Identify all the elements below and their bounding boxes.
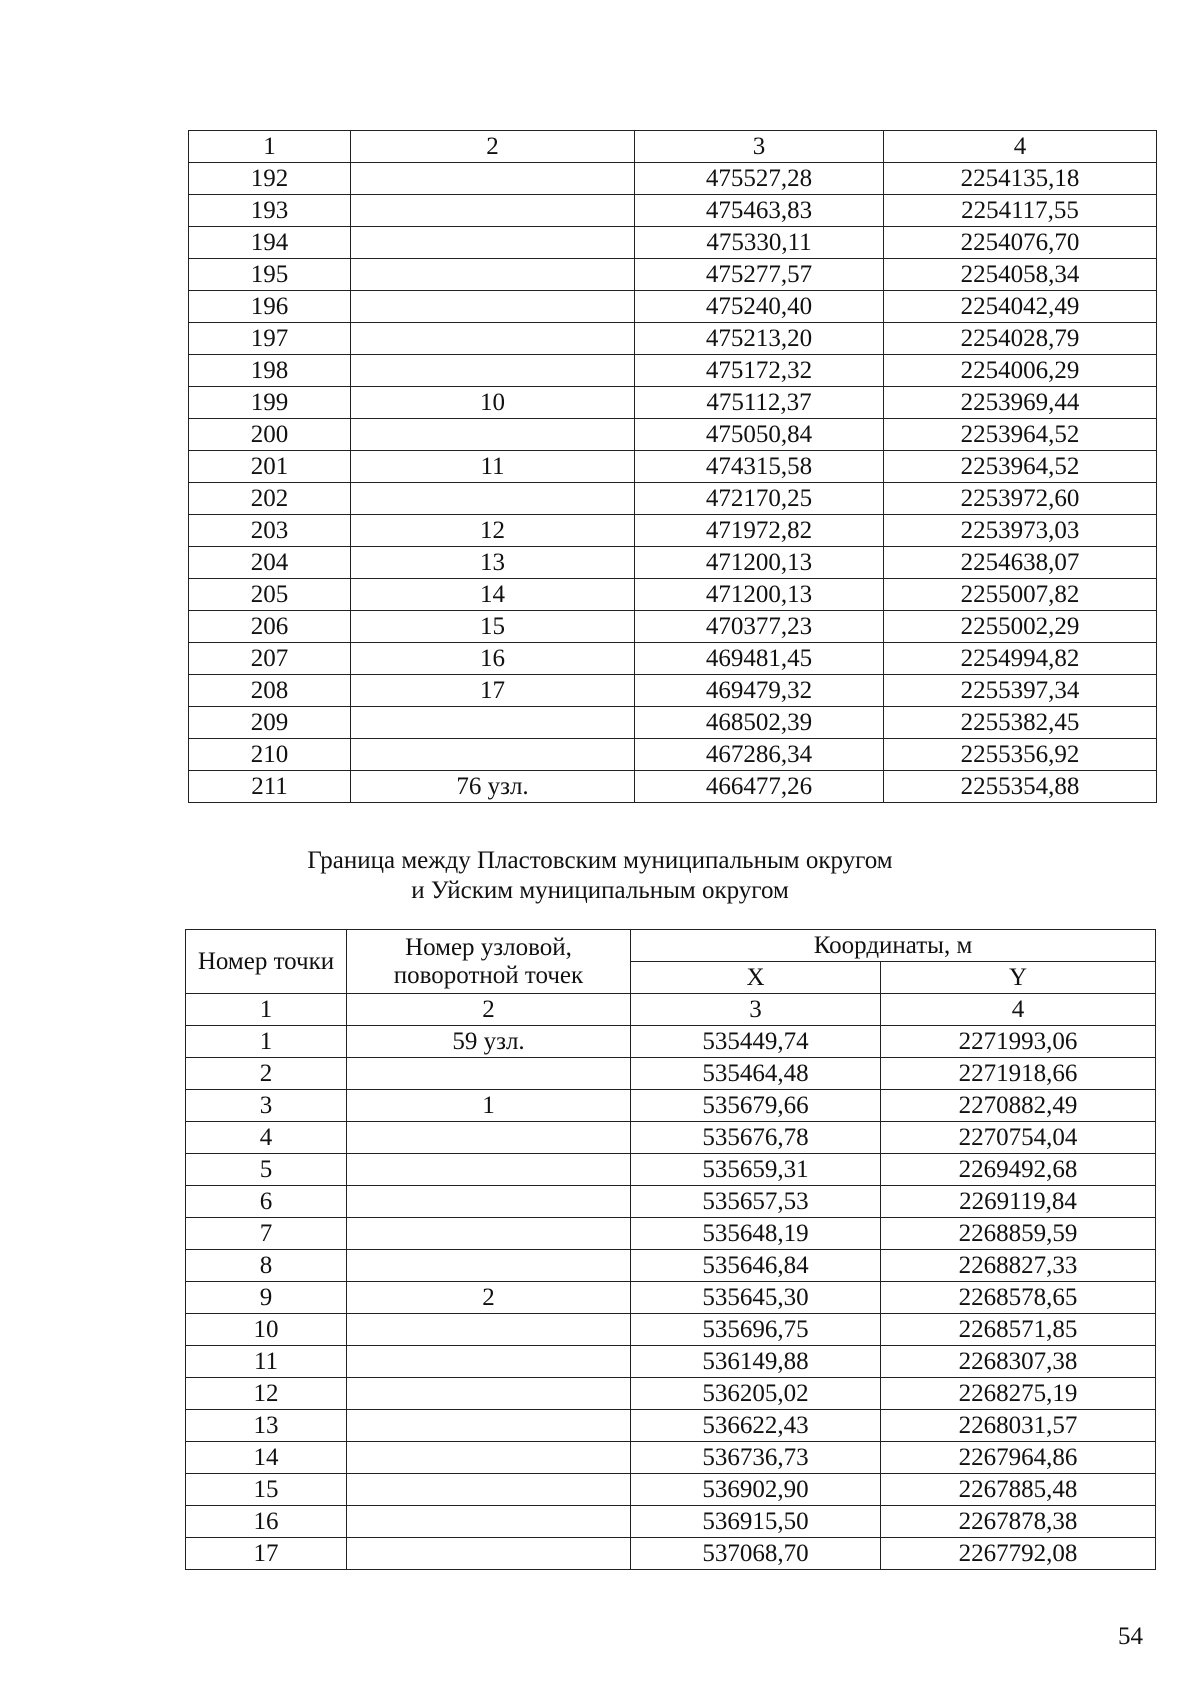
y-coordinate-cell: 2254006,29 xyxy=(884,355,1157,387)
point-number-cell: 1 xyxy=(186,1026,347,1058)
table-row xyxy=(189,227,1157,259)
node-number-cell xyxy=(351,707,635,739)
node-number-cell xyxy=(351,195,635,227)
y-coordinate-cell: 2268827,33 xyxy=(881,1250,1156,1282)
y-coordinate-cell: 2268031,57 xyxy=(881,1410,1156,1442)
y-coordinate-cell: 2268307,38 xyxy=(881,1346,1156,1378)
x-coordinate-cell: 471200,13 xyxy=(635,547,884,579)
x-coordinate-cell: 475240,40 xyxy=(635,291,884,323)
point-number-cell: 194 xyxy=(189,227,351,259)
table-row xyxy=(186,1218,1156,1250)
table-row xyxy=(186,1474,1156,1506)
boundary-coordinates-table xyxy=(185,929,1156,1570)
column-number: 1 xyxy=(189,131,351,163)
table-row xyxy=(189,387,1157,419)
column-number: 3 xyxy=(635,131,884,163)
point-number-cell: 205 xyxy=(189,579,351,611)
table-row xyxy=(189,323,1157,355)
table-row xyxy=(186,1186,1156,1218)
y-coordinate-cell: 2270754,04 xyxy=(881,1122,1156,1154)
y-coordinate-cell: 2271993,06 xyxy=(881,1026,1156,1058)
point-number-cell: 204 xyxy=(189,547,351,579)
point-number-cell: 193 xyxy=(189,195,351,227)
table-row xyxy=(189,483,1157,515)
table-body xyxy=(186,1026,1156,1570)
table-row xyxy=(189,451,1157,483)
x-coordinate-cell: 475527,28 xyxy=(635,163,884,195)
x-coordinate-cell: 535464,48 xyxy=(631,1058,881,1090)
y-coordinate-cell: 2254042,49 xyxy=(884,291,1157,323)
point-number-cell: 9 xyxy=(186,1282,347,1314)
point-number-cell: 192 xyxy=(189,163,351,195)
x-coordinate-cell: 469481,45 xyxy=(635,643,884,675)
x-coordinate-cell: 475050,84 xyxy=(635,419,884,451)
table-row xyxy=(189,419,1157,451)
x-coordinate-cell: 537068,70 xyxy=(631,1538,881,1570)
node-number-cell: 11 xyxy=(351,451,635,483)
point-number-cell: 3 xyxy=(186,1090,347,1122)
node-number-cell xyxy=(347,1122,631,1154)
table-body xyxy=(189,163,1157,803)
table-row xyxy=(189,195,1157,227)
table-row xyxy=(186,1026,1156,1058)
x-coordinate-cell: 475277,57 xyxy=(635,259,884,291)
point-number-cell: 4 xyxy=(186,1122,347,1154)
header-coordinates: Координаты, м xyxy=(631,930,1156,962)
node-number-cell: 12 xyxy=(351,515,635,547)
node-number-cell xyxy=(347,1186,631,1218)
y-coordinate-cell: 2254076,70 xyxy=(884,227,1157,259)
table-row xyxy=(186,1090,1156,1122)
node-number-cell: 59 узл. xyxy=(347,1026,631,1058)
x-coordinate-cell: 536915,50 xyxy=(631,1506,881,1538)
header-point-number: Номер точки xyxy=(186,930,347,994)
y-coordinate-cell: 2255397,34 xyxy=(884,675,1157,707)
node-number-cell xyxy=(347,1058,631,1090)
column-number: 2 xyxy=(347,994,631,1026)
y-coordinate-cell: 2253972,60 xyxy=(884,483,1157,515)
x-coordinate-cell: 474315,58 xyxy=(635,451,884,483)
x-coordinate-cell: 535449,74 xyxy=(631,1026,881,1058)
node-number-cell: 17 xyxy=(351,675,635,707)
y-coordinate-cell: 2268275,19 xyxy=(881,1378,1156,1410)
node-number-cell xyxy=(351,227,635,259)
x-coordinate-cell: 536205,02 xyxy=(631,1378,881,1410)
point-number-cell: 12 xyxy=(186,1378,347,1410)
table-row xyxy=(186,1506,1156,1538)
node-number-cell: 2 xyxy=(347,1282,631,1314)
table-row xyxy=(189,707,1157,739)
y-coordinate-cell: 2254135,18 xyxy=(884,163,1157,195)
x-coordinate-cell: 475463,83 xyxy=(635,195,884,227)
node-number-cell xyxy=(351,291,635,323)
point-number-cell: 211 xyxy=(189,771,351,803)
node-number-cell xyxy=(351,163,635,195)
node-number-cell xyxy=(347,1314,631,1346)
table-row xyxy=(186,1538,1156,1570)
y-coordinate-cell: 2253964,52 xyxy=(884,419,1157,451)
point-number-cell: 210 xyxy=(189,739,351,771)
table-row xyxy=(189,547,1157,579)
node-number-cell: 14 xyxy=(351,579,635,611)
node-number-cell xyxy=(347,1378,631,1410)
table-row xyxy=(189,259,1157,291)
node-number-cell xyxy=(347,1250,631,1282)
y-coordinate-cell: 2255007,82 xyxy=(884,579,1157,611)
point-number-cell: 208 xyxy=(189,675,351,707)
x-coordinate-cell: 467286,34 xyxy=(635,739,884,771)
x-coordinate-cell: 535676,78 xyxy=(631,1122,881,1154)
node-number-cell xyxy=(347,1346,631,1378)
table-row xyxy=(189,675,1157,707)
point-number-cell: 2 xyxy=(186,1058,347,1090)
column-number: 1 xyxy=(186,994,347,1026)
table-row xyxy=(189,291,1157,323)
x-coordinate-cell: 535696,75 xyxy=(631,1314,881,1346)
point-number-cell: 13 xyxy=(186,1410,347,1442)
node-number-cell: 10 xyxy=(351,387,635,419)
y-coordinate-cell: 2267964,86 xyxy=(881,1442,1156,1474)
y-coordinate-cell: 2254638,07 xyxy=(884,547,1157,579)
section-title-line-1: Граница между Пластовским муниципальным округом xyxy=(307,847,893,874)
x-coordinate-cell: 472170,25 xyxy=(635,483,884,515)
point-number-cell: 197 xyxy=(189,323,351,355)
x-coordinate-cell: 475330,11 xyxy=(635,227,884,259)
x-coordinate-cell: 536149,88 xyxy=(631,1346,881,1378)
node-number-cell xyxy=(351,323,635,355)
node-number-cell: 76 узл. xyxy=(351,771,635,803)
x-coordinate-cell: 471972,82 xyxy=(635,515,884,547)
node-number-cell xyxy=(347,1506,631,1538)
table-row xyxy=(186,1154,1156,1186)
x-coordinate-cell: 535659,31 xyxy=(631,1154,881,1186)
table-row xyxy=(189,739,1157,771)
column-numbering-row xyxy=(189,131,1157,163)
y-coordinate-cell: 2253964,52 xyxy=(884,451,1157,483)
point-number-cell: 196 xyxy=(189,291,351,323)
point-number-cell: 7 xyxy=(186,1218,347,1250)
y-coordinate-cell: 2268859,59 xyxy=(881,1218,1156,1250)
node-number-cell xyxy=(347,1410,631,1442)
x-coordinate-cell: 468502,39 xyxy=(635,707,884,739)
x-coordinate-cell: 536736,73 xyxy=(631,1442,881,1474)
header-node-number: Номер узловой, поворотной точек xyxy=(347,930,631,994)
y-coordinate-cell: 2254117,55 xyxy=(884,195,1157,227)
x-coordinate-cell: 535679,66 xyxy=(631,1090,881,1122)
y-coordinate-cell: 2268571,85 xyxy=(881,1314,1156,1346)
y-coordinate-cell: 2270882,49 xyxy=(881,1090,1156,1122)
point-number-cell: 10 xyxy=(186,1314,347,1346)
point-number-cell: 199 xyxy=(189,387,351,419)
table-row xyxy=(186,1314,1156,1346)
y-coordinate-cell: 2255002,29 xyxy=(884,611,1157,643)
y-coordinate-cell: 2254028,79 xyxy=(884,323,1157,355)
table-row xyxy=(186,1442,1156,1474)
node-number-cell: 1 xyxy=(347,1090,631,1122)
x-coordinate-cell: 475213,20 xyxy=(635,323,884,355)
table-row xyxy=(189,643,1157,675)
table-row xyxy=(186,1410,1156,1442)
y-coordinate-cell: 2255354,88 xyxy=(884,771,1157,803)
point-number-cell: 8 xyxy=(186,1250,347,1282)
point-number-cell: 202 xyxy=(189,483,351,515)
node-number-cell: 16 xyxy=(351,643,635,675)
table-row xyxy=(189,515,1157,547)
point-number-cell: 201 xyxy=(189,451,351,483)
point-number-cell: 206 xyxy=(189,611,351,643)
header-x: X xyxy=(631,962,881,994)
header-y: Y xyxy=(881,962,1156,994)
x-coordinate-cell: 471200,13 xyxy=(635,579,884,611)
y-coordinate-cell: 2269492,68 xyxy=(881,1154,1156,1186)
y-coordinate-cell: 2255356,92 xyxy=(884,739,1157,771)
node-number-cell xyxy=(351,483,635,515)
node-number-cell xyxy=(351,259,635,291)
node-number-cell: 13 xyxy=(351,547,635,579)
table-row xyxy=(186,1122,1156,1154)
y-coordinate-cell: 2268578,65 xyxy=(881,1282,1156,1314)
x-coordinate-cell: 470377,23 xyxy=(635,611,884,643)
node-number-cell xyxy=(351,419,635,451)
point-number-cell: 203 xyxy=(189,515,351,547)
y-coordinate-cell: 2267885,48 xyxy=(881,1474,1156,1506)
table-row xyxy=(189,163,1157,195)
x-coordinate-cell: 535645,30 xyxy=(631,1282,881,1314)
x-coordinate-cell: 475172,32 xyxy=(635,355,884,387)
column-number: 2 xyxy=(351,131,635,163)
x-coordinate-cell: 469479,32 xyxy=(635,675,884,707)
table-row xyxy=(189,579,1157,611)
node-number-cell xyxy=(347,1442,631,1474)
point-number-cell: 16 xyxy=(186,1506,347,1538)
table-row xyxy=(186,1282,1156,1314)
node-number-cell xyxy=(347,1218,631,1250)
node-number-cell xyxy=(347,1474,631,1506)
table-row xyxy=(186,1250,1156,1282)
column-numbering-row xyxy=(186,994,1156,1026)
y-coordinate-cell: 2254994,82 xyxy=(884,643,1157,675)
node-number-cell xyxy=(351,739,635,771)
x-coordinate-cell: 466477,26 xyxy=(635,771,884,803)
point-number-cell: 11 xyxy=(186,1346,347,1378)
y-coordinate-cell: 2253969,44 xyxy=(884,387,1157,419)
table-row xyxy=(186,1346,1156,1378)
x-coordinate-cell: 535657,53 xyxy=(631,1186,881,1218)
x-coordinate-cell: 536902,90 xyxy=(631,1474,881,1506)
column-number: 4 xyxy=(881,994,1156,1026)
page-number: 54 xyxy=(1118,1623,1143,1650)
table-row xyxy=(189,355,1157,387)
y-coordinate-cell: 2267792,08 xyxy=(881,1538,1156,1570)
table-row xyxy=(189,771,1157,803)
point-number-cell: 207 xyxy=(189,643,351,675)
point-number-cell: 14 xyxy=(186,1442,347,1474)
table-row xyxy=(189,611,1157,643)
column-number: 3 xyxy=(631,994,881,1026)
table-row xyxy=(186,1378,1156,1410)
x-coordinate-cell: 535646,84 xyxy=(631,1250,881,1282)
x-coordinate-cell: 475112,37 xyxy=(635,387,884,419)
coordinates-table-continued xyxy=(188,130,1157,803)
section-title-line-2: и Уйским муниципальным округом xyxy=(411,877,789,904)
point-number-cell: 15 xyxy=(186,1474,347,1506)
column-number: 4 xyxy=(884,131,1157,163)
y-coordinate-cell: 2253973,03 xyxy=(884,515,1157,547)
y-coordinate-cell: 2269119,84 xyxy=(881,1186,1156,1218)
point-number-cell: 209 xyxy=(189,707,351,739)
x-coordinate-cell: 535648,19 xyxy=(631,1218,881,1250)
node-number-cell xyxy=(347,1538,631,1570)
point-number-cell: 5 xyxy=(186,1154,347,1186)
point-number-cell: 195 xyxy=(189,259,351,291)
header-row xyxy=(186,930,1156,962)
node-number-cell xyxy=(351,355,635,387)
y-coordinate-cell: 2254058,34 xyxy=(884,259,1157,291)
point-number-cell: 198 xyxy=(189,355,351,387)
y-coordinate-cell: 2267878,38 xyxy=(881,1506,1156,1538)
y-coordinate-cell: 2255382,45 xyxy=(884,707,1157,739)
node-number-cell: 15 xyxy=(351,611,635,643)
table-row xyxy=(186,1058,1156,1090)
point-number-cell: 6 xyxy=(186,1186,347,1218)
node-number-cell xyxy=(347,1154,631,1186)
point-number-cell: 200 xyxy=(189,419,351,451)
point-number-cell: 17 xyxy=(186,1538,347,1570)
y-coordinate-cell: 2271918,66 xyxy=(881,1058,1156,1090)
x-coordinate-cell: 536622,43 xyxy=(631,1410,881,1442)
